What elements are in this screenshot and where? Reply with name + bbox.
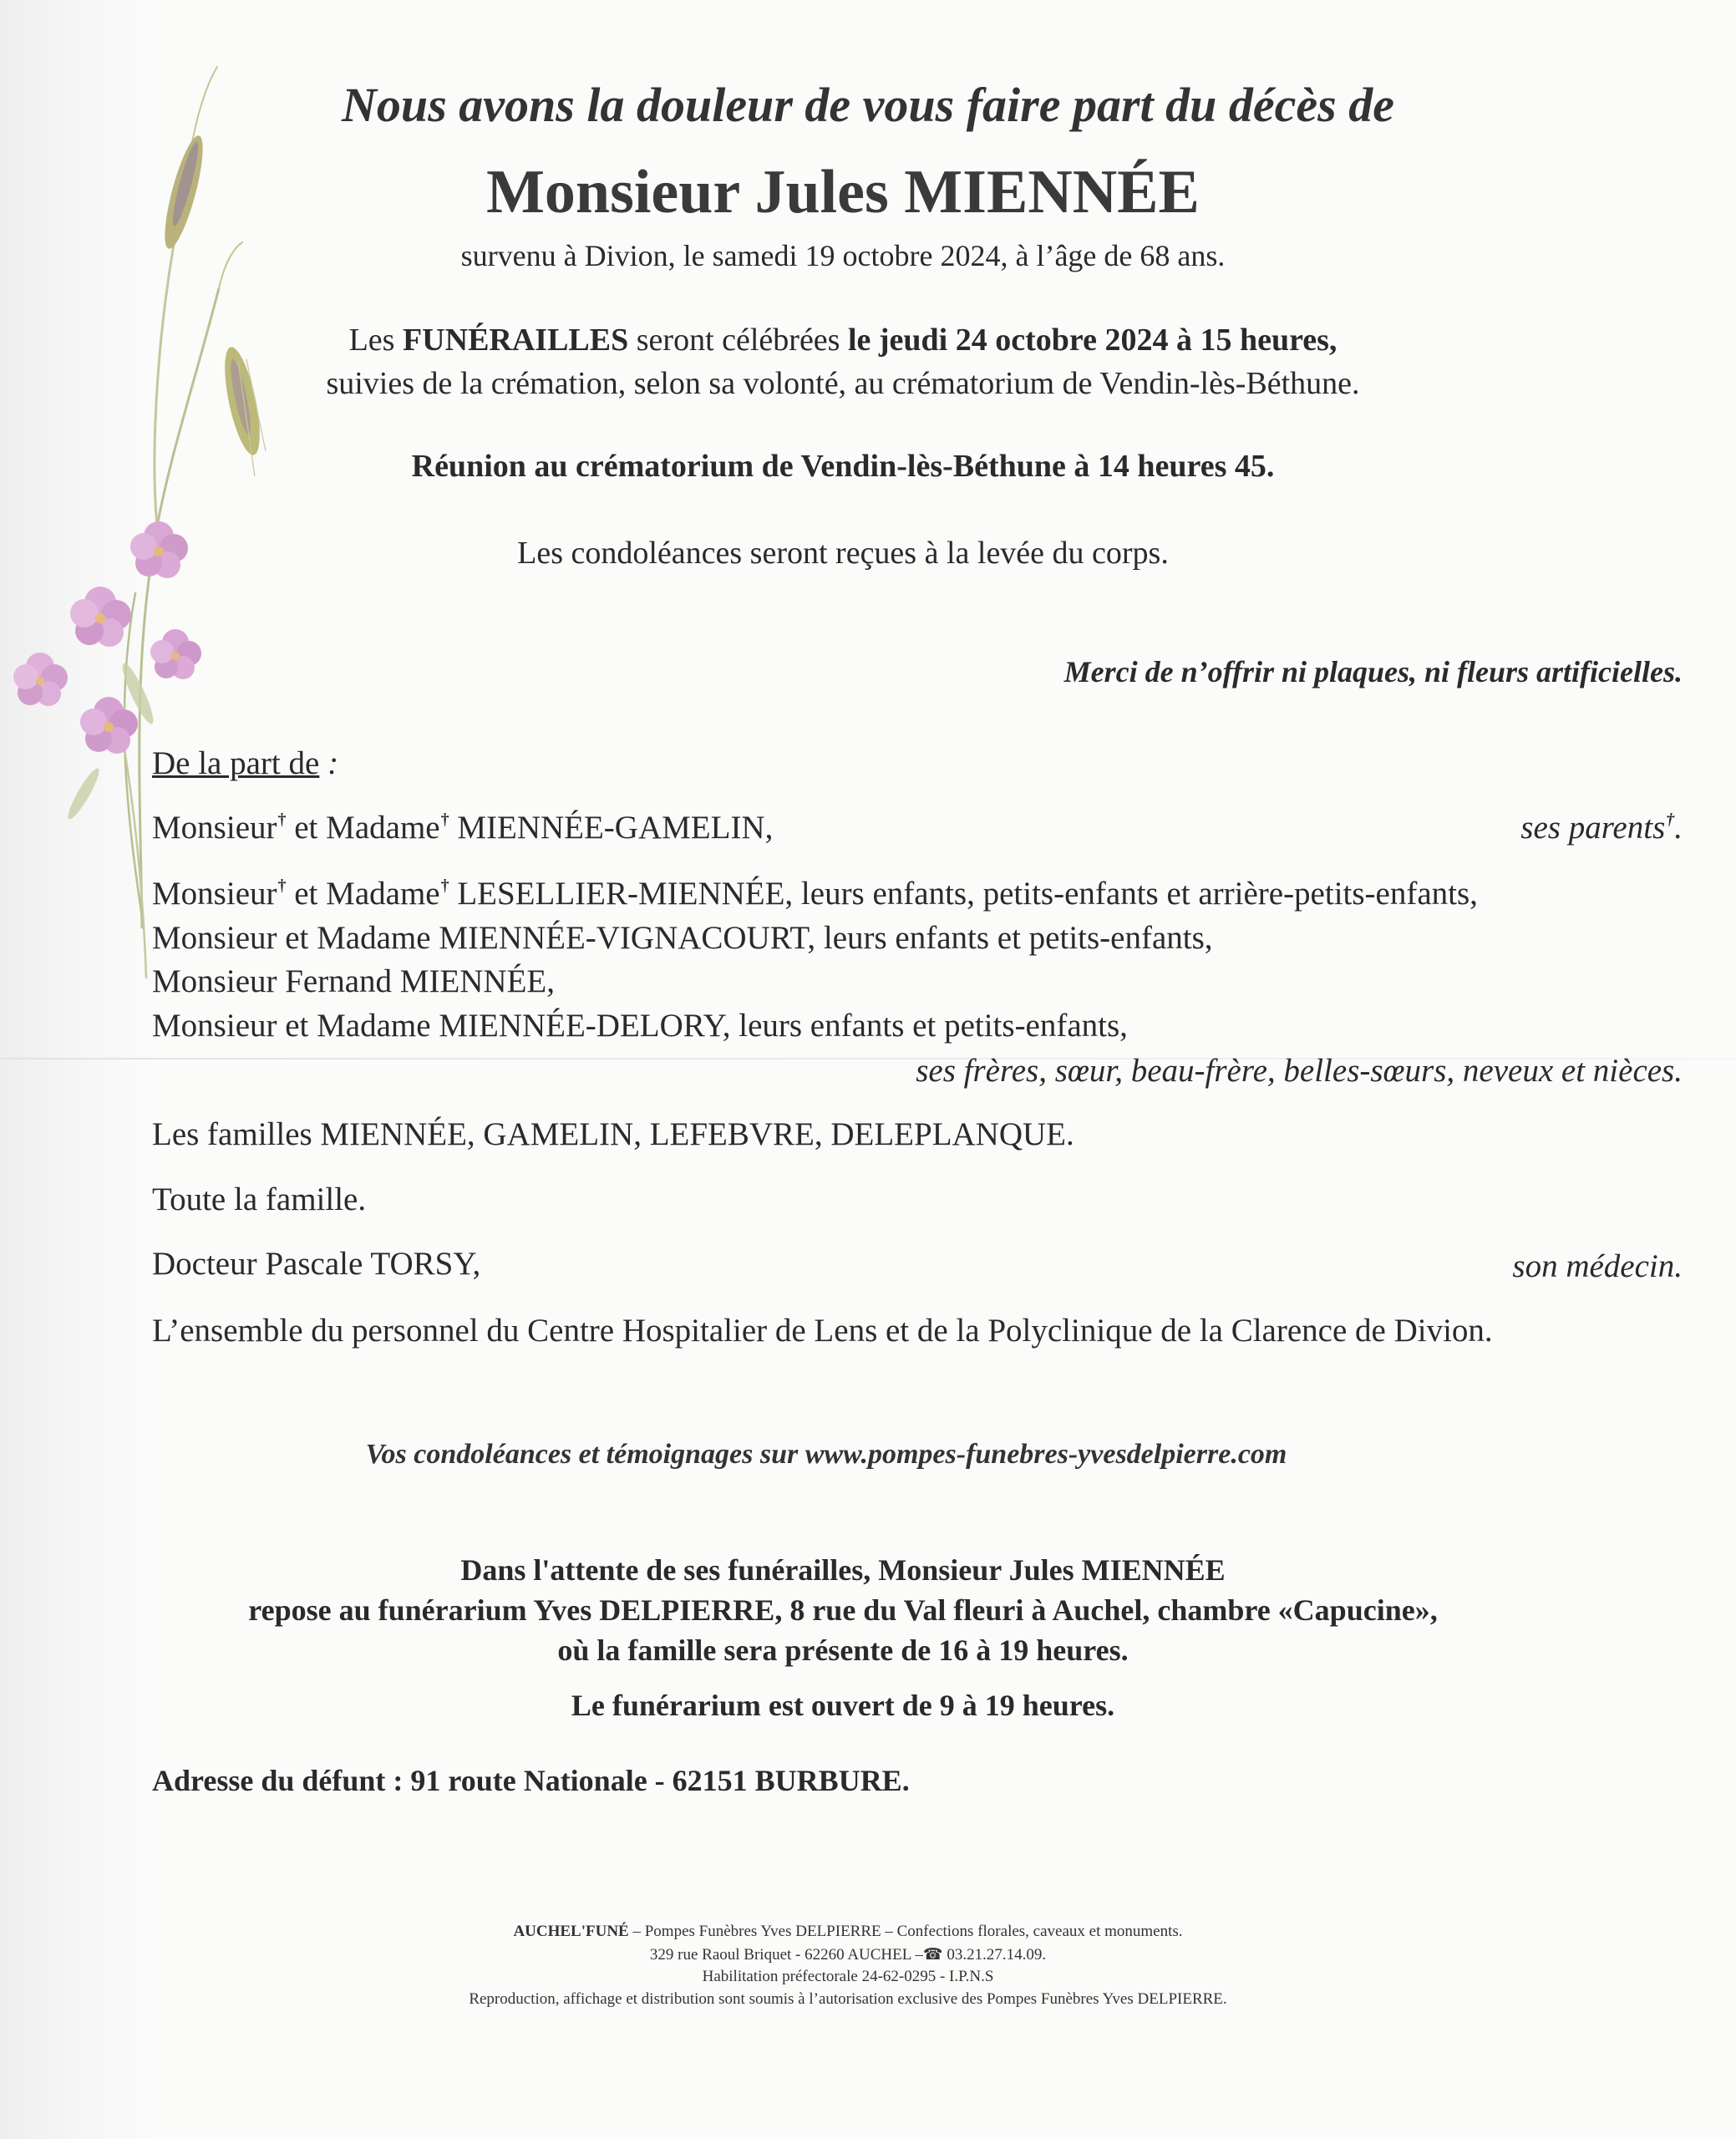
deceased-address: Adresse du défunt : 91 route Nationale - 62151 BURBURE. xyxy=(152,1764,910,1797)
funeral-line-1 xyxy=(0,322,1711,358)
from-label xyxy=(152,744,338,782)
sibling-line-1 xyxy=(152,875,1478,912)
footer-line-4: Reproduction, affichage et distribution sont soumis à l’autorisation exclusive des Pompes Funèbres Yves DELPIERRE. xyxy=(469,1990,1227,2008)
reunion-line: Réunion au crématorium de Vendin-lès-Béthune à 14 heures 45. xyxy=(411,449,1275,484)
website-line: Vos condoléances et témoignages sur www.pompes-funebres-yvesdelpierre.com xyxy=(365,1439,1287,1470)
cross-icon: † xyxy=(440,810,449,829)
deceased-name: Monsieur Jules MIENNÉE xyxy=(486,158,1200,226)
footer-line-1 xyxy=(0,1923,1716,1941)
relation-text: ses parents xyxy=(1520,810,1666,846)
staff-line: L’ensemble du personnel du Centre Hospitalier de Lens et de la Polyclinique de la Clarence de Divion. xyxy=(152,1313,1493,1349)
relation-end: . xyxy=(1674,810,1683,846)
repose-line-2: repose au funérarium Yves DELPIERRE, 8 rue du Val fleuri à Auchel, chambre «Capucine», xyxy=(248,1593,1438,1627)
families-line: Les familles MIENNÉE, GAMELIN, LEFEBVRE, DELEPLANQUE. xyxy=(152,1116,1074,1152)
family-name: MIENNÉE-GAMELIN, xyxy=(449,810,774,846)
company-address: 329 rue Raoul Briquet - 62260 AUCHEL – xyxy=(649,1946,923,1964)
sibling-line-4: Monsieur et Madame MIENNÉE-DELORY, leurs enfants et petits-enfants, xyxy=(152,1008,1128,1044)
siblings-relation: ses frères, sœur, beau-frère, belles-sœurs, neveux et nièces. xyxy=(916,1053,1683,1089)
phone-icon: ☎ xyxy=(922,1946,943,1964)
footer-line-3: Habilitation préfectorale 24-62-0295 - I.P.N.S xyxy=(702,1968,994,1985)
funeral-text: seront célébrées xyxy=(628,323,848,358)
cross-icon: † xyxy=(277,876,287,895)
doctor-relation: son médecin. xyxy=(1512,1248,1683,1284)
company-name: AUCHEL'FUNÉ xyxy=(513,1923,629,1940)
death-details: survenu à Divion, le samedi 19 octobre 2024, à l’âge de 68 ans. xyxy=(460,239,1226,272)
funeral-line-2: suivies de la crémation, selon sa volonté, au crématorium de Vendin-lès-Béthune. xyxy=(326,366,1360,401)
from-colon: : xyxy=(319,745,339,781)
funeral-date: le jeudi 24 octobre 2024 à 15 heures, xyxy=(847,323,1338,358)
title-text: et Madame xyxy=(286,810,440,846)
funeral-keyword: FUNÉRAILLES xyxy=(402,323,629,358)
announcement-intro: Nous avons la douleur de vous faire part du décès de xyxy=(342,78,1394,132)
parents-relation xyxy=(1520,809,1683,846)
cross-icon: † xyxy=(277,810,287,829)
family-name: LESELLIER-MIENNÉE, leurs enfants, petits-enfants et arrière-petits-enfants, xyxy=(449,876,1478,912)
title-text: et Madame xyxy=(286,876,440,912)
sibling-line-2: Monsieur et Madame MIENNÉE-VIGNACOURT, leurs enfants et petits-enfants, xyxy=(152,920,1213,956)
from-label-text: De la part de xyxy=(152,745,320,781)
doctor-line: Docteur Pascale TORSY, xyxy=(152,1246,481,1282)
title-text: Monsieur xyxy=(152,876,277,912)
all-family-line: Toute la famille. xyxy=(152,1181,367,1217)
sibling-line-3: Monsieur Fernand MIENNÉE, xyxy=(152,963,555,999)
condolences-note: Les condoléances seront reçues à la levée du corps. xyxy=(517,536,1169,571)
repose-line-3: où la famille sera présente de 16 à 19 heures. xyxy=(557,1633,1129,1667)
title-text: Monsieur xyxy=(152,810,277,846)
company-desc: – Pompes Funèbres Yves DELPIERRE – Confections florales, caveaux et monuments. xyxy=(628,1923,1183,1940)
request-note: Merci de n’offrir ni plaques, ni fleurs artificielles. xyxy=(1063,655,1683,688)
funeral-text: Les xyxy=(348,323,403,358)
footer-line-2 xyxy=(0,1945,1716,1964)
repose-line-1: Dans l'attente de ses funérailles, Monsieur Jules MIENNÉE xyxy=(460,1553,1226,1587)
parents-line xyxy=(152,809,773,846)
opening-hours: Le funérarium est ouvert de 9 à 19 heures. xyxy=(571,1689,1115,1722)
cross-icon: † xyxy=(440,876,449,895)
company-phone: 03.21.27.14.09. xyxy=(942,1946,1047,1964)
cross-icon: † xyxy=(1666,810,1675,829)
